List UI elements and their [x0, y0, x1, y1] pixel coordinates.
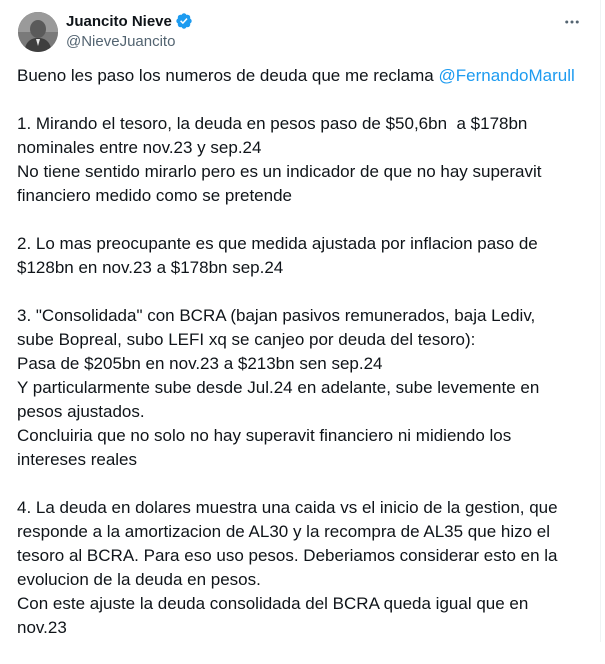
mention-link[interactable]: @FernandoMarull: [438, 66, 575, 85]
point-3-line: Concluiria que no solo no hay superavit financiero ni midiendo los: [17, 426, 512, 445]
point-1-line: nominales entre nov.23 y sep.24: [17, 138, 262, 157]
point-4-line: 4. La deuda en dolares muestra una caida vs el inicio de la gestion, que: [17, 498, 558, 517]
author-info: [66, 10, 193, 52]
tweet-point-2: [17, 232, 589, 280]
author-display-name[interactable]: Juancito Nieve: [66, 12, 172, 30]
tweet-point-4: [17, 496, 589, 640]
point-1-line: No tiene sentido mirarlo pero es un indicador de que no hay superavit: [17, 162, 542, 181]
verified-badge-icon[interactable]: [175, 12, 193, 30]
point-4-line: tesoro al BCRA. Para eso uso pesos. Deberiamos considerar esto en la: [17, 546, 558, 565]
point-2-line: 2. Lo mas preocupante es que medida ajustada por inflacion paso de: [17, 234, 538, 253]
tweet-text: [17, 64, 589, 664]
point-4-line: Con este ajuste la deuda consolidada del BCRA queda igual que en: [17, 594, 529, 613]
point-4-line: responde a la amortizacion de AL30 y la recompra de AL35 que hizo el: [17, 522, 551, 541]
tweet-intro: [17, 64, 589, 88]
tweet-point-1: [17, 112, 589, 208]
point-4-line: nov.23: [17, 618, 67, 637]
more-horizontal-icon: [563, 13, 581, 31]
point-3-line: sube Bopreal, subo LEFI xq se canjeo por deuda del tesoro):: [17, 330, 476, 349]
avatar[interactable]: [18, 12, 58, 52]
point-3-line: Pasa de $205bn en nov.23 a $213bn sen sep.24: [17, 354, 383, 373]
point-1-line: 1. Mirando el tesoro, la deuda en pesos paso de $50,6bn a $178bn: [17, 114, 528, 133]
point-2-line: $128bn en nov.23 a $178bn sep.24: [17, 258, 284, 277]
more-options-button[interactable]: [560, 10, 584, 34]
avatar-photo-icon: [18, 12, 58, 52]
tweet-point-3: [17, 304, 589, 472]
point-3-line: intereses reales: [17, 450, 138, 469]
author-handle[interactable]: @NieveJuancito: [66, 33, 176, 50]
point-3-line: pesos ajustados.: [17, 402, 145, 421]
intro-text: Bueno les paso los numeros de deuda que me reclama: [17, 66, 439, 85]
point-3-line: Y particularmente sube desde Jul.24 en adelante, sube levemente en: [17, 378, 540, 397]
tweet-header: [16, 10, 584, 54]
point-1-line: financiero medido como se pretende: [17, 186, 292, 205]
point-4-line: evolucion de la deuda en pesos.: [17, 570, 261, 589]
point-3-line: 3. "Consolidada" con BCRA (bajan pasivos remunerados, baja Lediv,: [17, 306, 536, 325]
